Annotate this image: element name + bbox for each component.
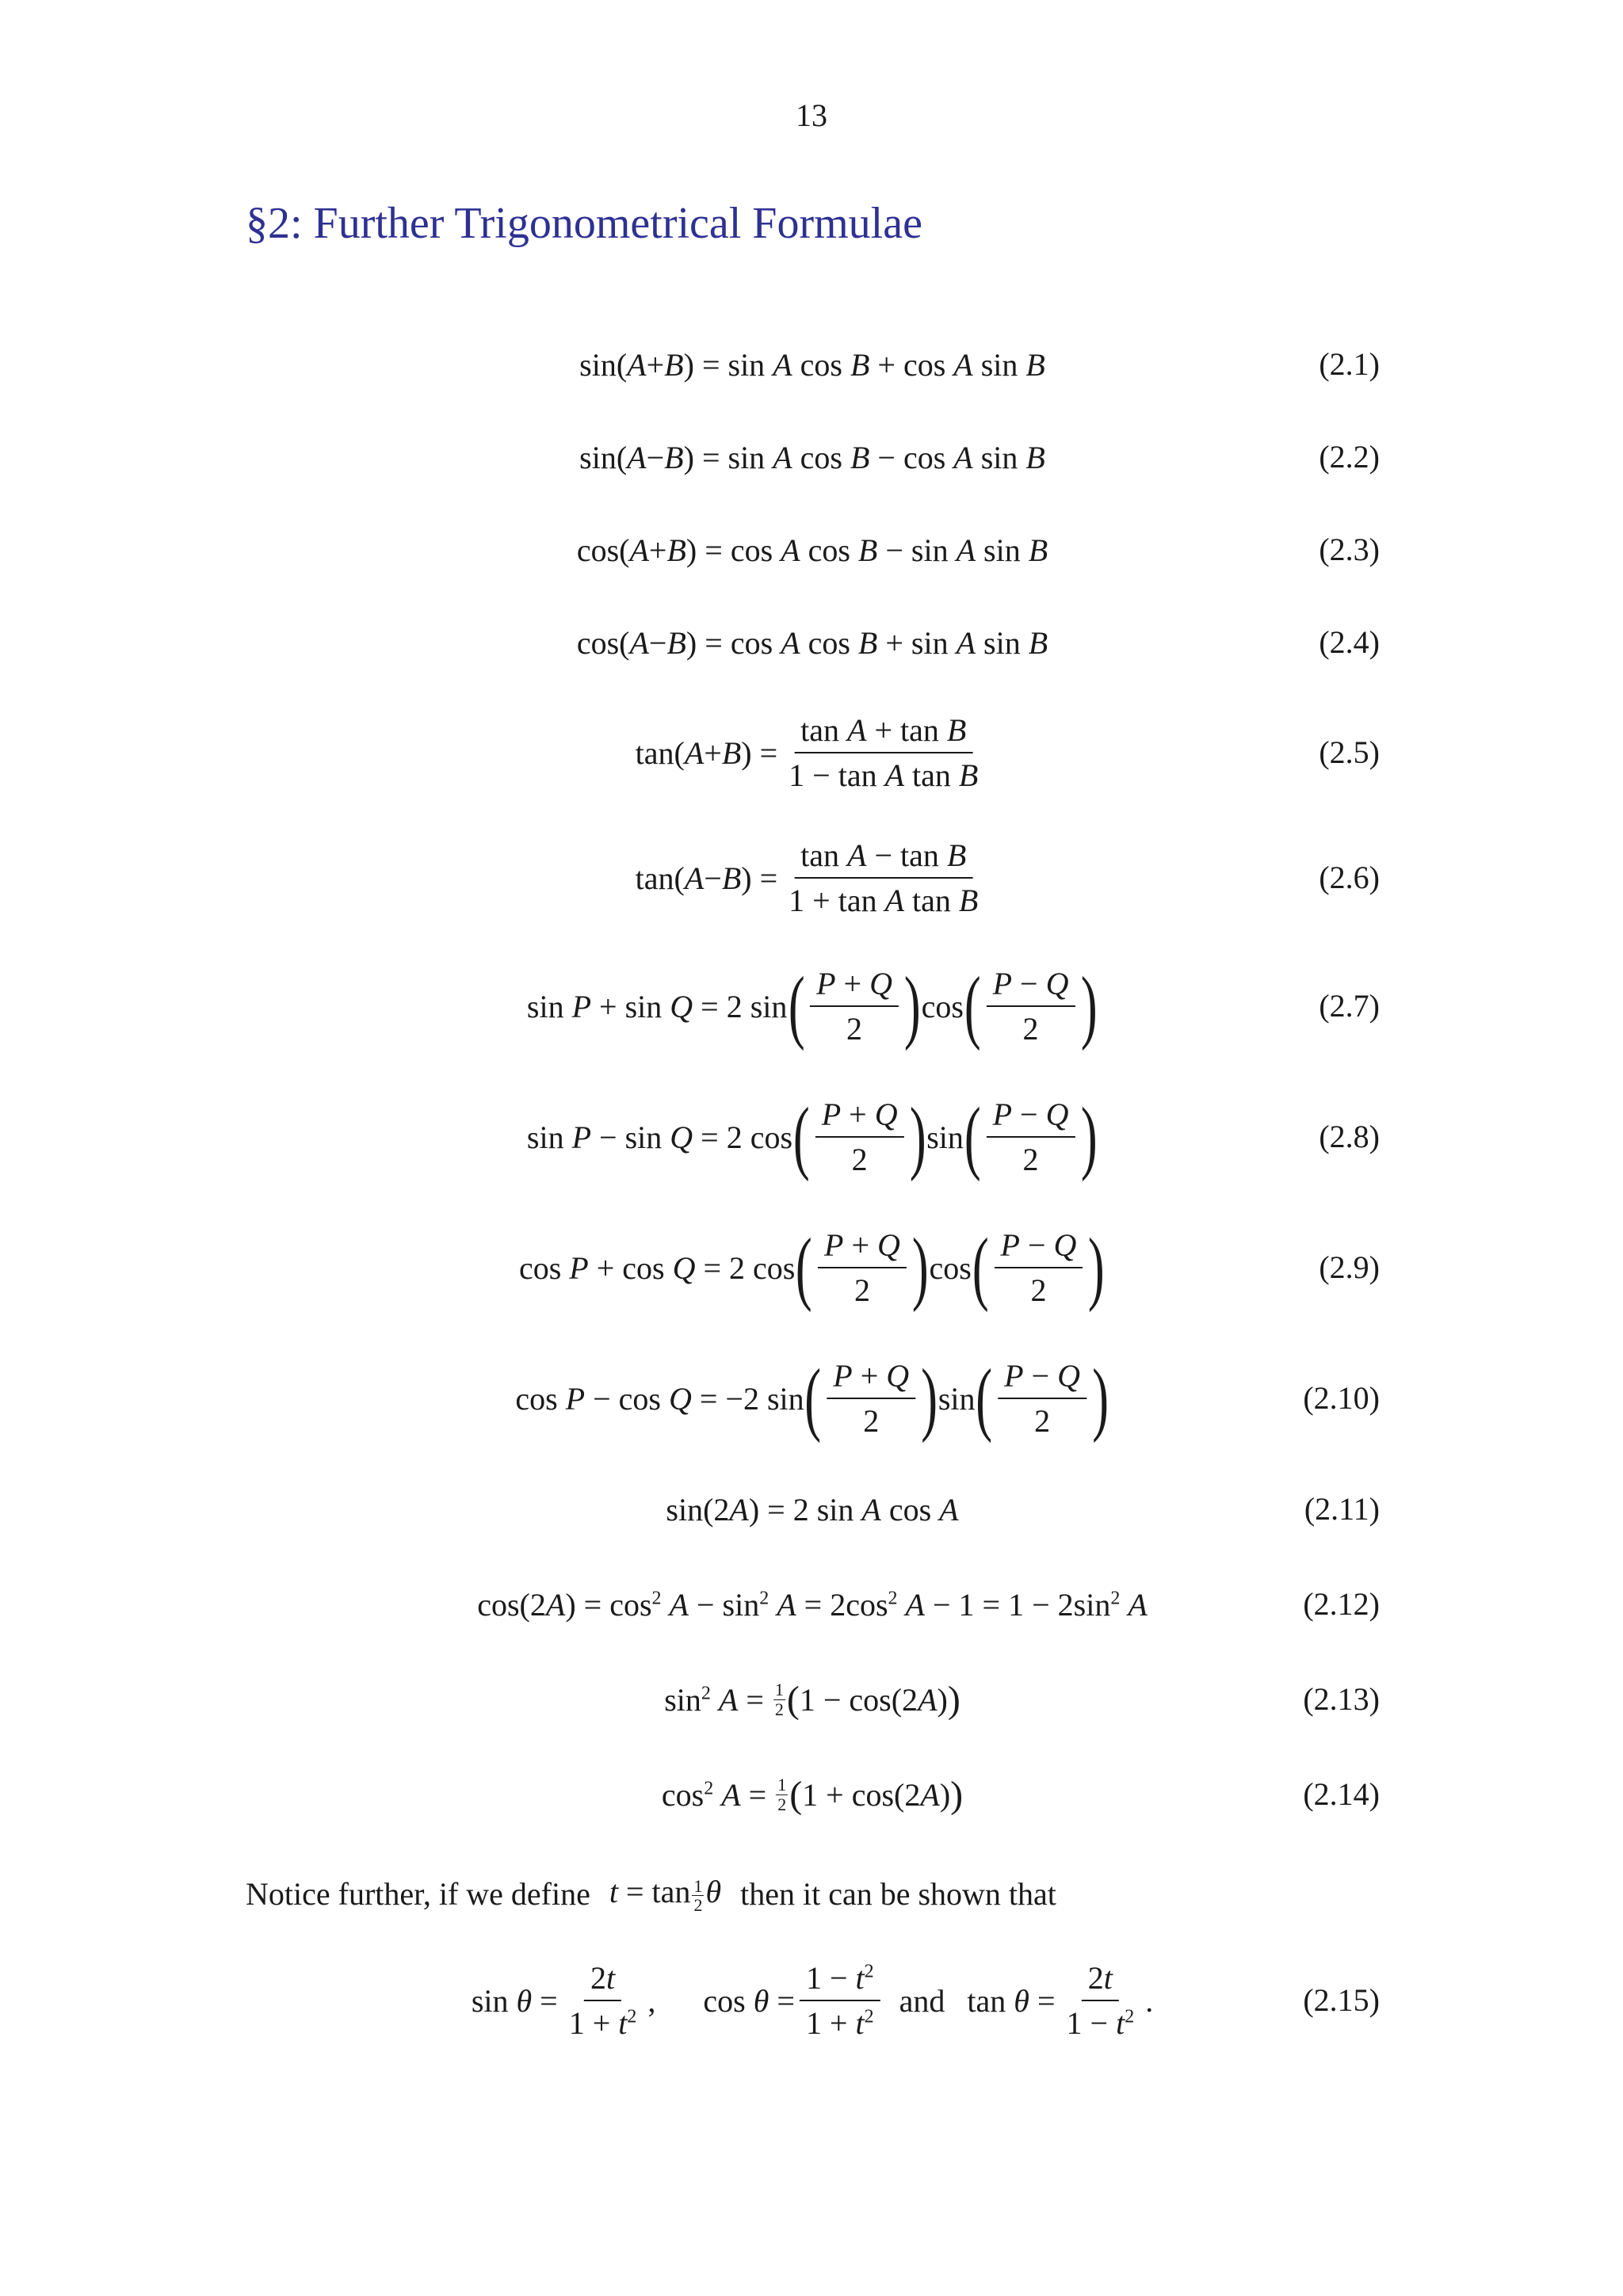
- equation-2-6: [0, 830, 1623, 925]
- equation-2-10: [0, 1351, 1623, 1446]
- equation-2-5: [0, 705, 1623, 800]
- notice-text-after: then it can be shown that: [740, 1875, 1056, 1912]
- equation-2-5-formula: tan ( A + B ) = $\frac{\text{tan A + tan B}}{\text{1 − tan A tan B}}$: [636, 705, 990, 800]
- equation-2-3: [0, 502, 1623, 597]
- equation-2-8: [0, 1089, 1623, 1184]
- equation-2-15-formula: sin θ = $\frac{2t}{1 + t^2}$ , cos θ = $\frac{1 - t^2}{1 + t^2}$ and tan θ = $\frac{2t}{1 - t^2}$ .: [471, 1960, 1154, 2041]
- equation-2-12: [0, 1557, 1623, 1652]
- equation-2-7: [0, 959, 1623, 1054]
- equation-2-12-formula: cos(2 A ) = $\cos^2$ A − $\sin^2$ A = $2\cos^2$ A − $1 = 1 - 2\sin^2$ A: [477, 1586, 1148, 1623]
- equation-2-1: [0, 317, 1623, 412]
- equation-number: (2.4): [1319, 624, 1380, 660]
- equation-2-2: [0, 410, 1623, 505]
- equation-2-4-formula: cos ( A − B ) = cos A cos B + sin A sin B: [576, 624, 1048, 661]
- equation-number: (2.1): [1319, 346, 1380, 382]
- equation-2-11-formula: sin(2 A ) = 2 sin A cos A: [666, 1491, 959, 1527]
- equation-number: (2.14): [1303, 1776, 1380, 1812]
- equation-2-4: [0, 595, 1623, 690]
- equation-number: (2.3): [1319, 532, 1380, 567]
- t-definition: t = tan $\frac{1}{2}$ θ: [609, 1874, 722, 1915]
- fraction: $\frac{\text{tan A + tan B}}{\text{1 − tan A tan B}}$: [789, 712, 979, 793]
- equation-number: (2.2): [1319, 439, 1380, 475]
- equation-number: (2.13): [1303, 1681, 1380, 1717]
- equation-2-13-formula: $\sin^2$ A = $\frac{1}{2}$ ( 1 − cos(2 A ) ): [664, 1678, 960, 1721]
- equation-2-3-formula: cos ( A + B ) = cos A cos B − sin A sin B: [576, 532, 1048, 568]
- equation-number: (2.10): [1303, 1380, 1380, 1416]
- section-heading: §2: Further Trigonometrical Formulae: [246, 199, 922, 248]
- equation-2-14-formula: $\cos^2$ A = $\frac{1}{2}$ ( 1 + cos(2 A ) ): [661, 1773, 964, 1816]
- equation-number: (2.9): [1319, 1249, 1380, 1285]
- equation-2-15: [0, 1953, 1623, 2048]
- equation-number: (2.7): [1319, 988, 1380, 1024]
- equation-number: (2.5): [1319, 734, 1380, 770]
- equation-2-9: [0, 1220, 1623, 1315]
- equation-2-2-formula: sin ( A − B ) = sin A cos B − cos A sin B: [579, 439, 1045, 475]
- equation-number: (2.8): [1319, 1119, 1380, 1154]
- equation-number: (2.15): [1303, 1982, 1380, 2018]
- equation-2-11: [0, 1462, 1623, 1557]
- page-number: 13: [796, 97, 827, 133]
- equation-2-1-formula: sin ( A + B ) = sin A cos B + cos A sin B: [579, 346, 1045, 383]
- equation-number: (2.6): [1319, 860, 1380, 895]
- equation-number: (2.11): [1304, 1491, 1380, 1527]
- equation-2-7-formula: sin P + sin Q = 2 sin ( $\frac{P + Q}{2}$ ) cos ( $\frac{P - Q}{2}$ ): [526, 960, 1098, 1051]
- equation-2-14: [0, 1747, 1623, 1842]
- equation-number: (2.12): [1303, 1586, 1380, 1622]
- equation-2-8-formula: sin P − sin Q = 2 cos ( $\frac{P + Q}{2}$ ) sin ( $\frac{P - Q}{2}$ ): [526, 1091, 1098, 1182]
- notice-paragraph: [246, 1870, 1056, 1917]
- fraction: $\frac{\text{tan A − tan B}}{\text{1 + tan A tan B}}$: [789, 837, 979, 918]
- and-word: and: [899, 1982, 945, 2019]
- equation-2-13: [0, 1652, 1623, 1747]
- notice-text-before: Notice further, if we define: [246, 1875, 590, 1912]
- equation-2-9-formula: cos P + cos Q = 2 cos ( $\frac{P + Q}{2}$ ) cos ( $\frac{P - Q}{2}$ ): [518, 1222, 1106, 1313]
- equation-2-6-formula: tan ( A − B ) = $\frac{\text{tan A − tan B}}{\text{1 + tan A tan B}}$: [636, 830, 990, 925]
- equation-2-10-formula: cos P − cos Q = −2 sin ( $\frac{P + Q}{2}$ ) sin ( $\frac{P - Q}{2}$ ): [515, 1352, 1109, 1444]
